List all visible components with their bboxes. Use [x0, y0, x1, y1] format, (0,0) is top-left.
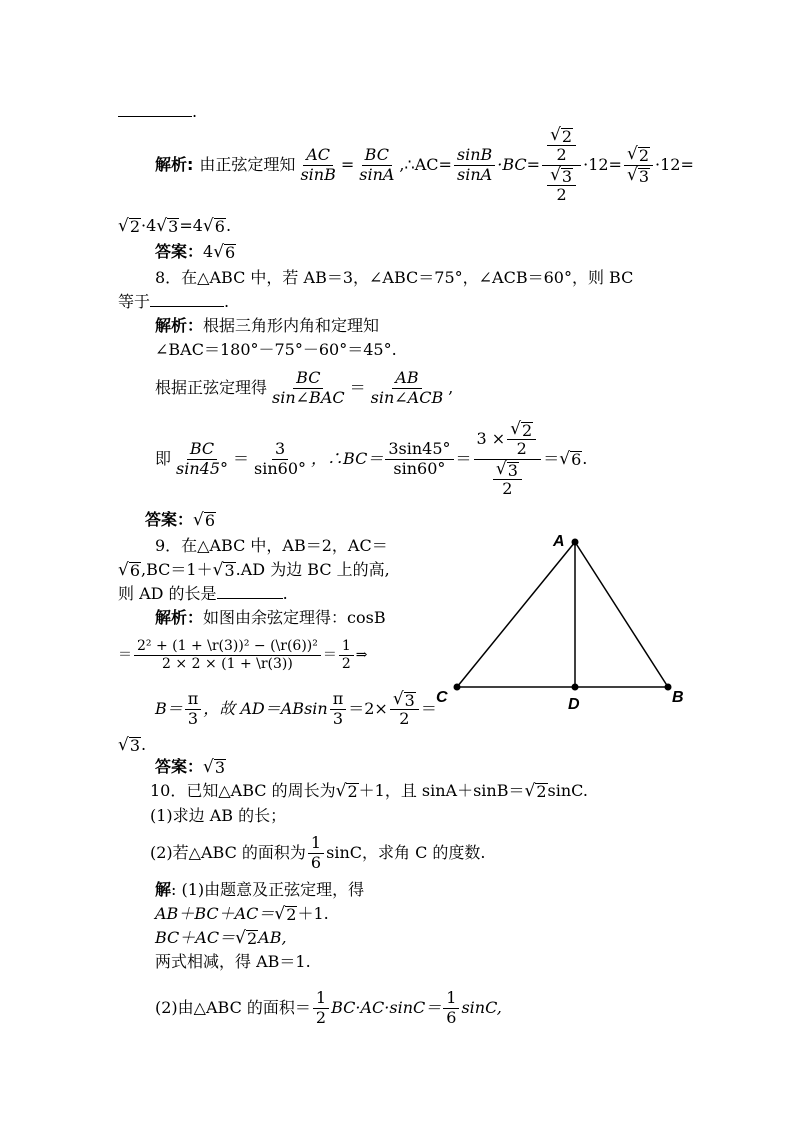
point-a: [572, 539, 579, 546]
item9-result: √ 3 .: [118, 735, 147, 755]
fraction-bc-sina: $\frac{BC}{\sin A}$: [359, 145, 395, 184]
item7-solution: 解析 : 由正弦定理知 $\frac{AC}{\sin B}$ = $\frac{BC}{\sin A}$ ,∴AC= $\frac{\sin B}{\sin A}$ ·BC= √ 2 2 √ 3 2 ·12= √ 2 √ 3 ·12=: [155, 124, 694, 205]
fraction-ac-sinb: $\frac{AC}{\sin B}$: [300, 145, 336, 184]
item8-solution-4: 即 $\frac{BC}{\sin 45^\circ}$ ＝ $\frac{3}{\sin 60^\circ}$ ，∴BC＝ $\frac{3\sin 45^\circ}{\sin 60^\circ}$ ＝ 3 × √ 2 2 √ 3 2 ＝ √ 6 .: [155, 418, 588, 499]
solution-intro: 由正弦定理知: [199, 155, 296, 174]
item9-solution-1: 解析：如图由余弦定理得：cosB: [155, 608, 386, 627]
label-d: D: [568, 696, 580, 713]
item9-solution-3: B＝ $\frac{\pi}{3}$ ，故 AD＝ABsin $\frac{\pi}{3}$ ＝2× √ 3 2 ＝: [155, 688, 437, 729]
item10-solution-2: AB＋BC＋AC＝ √ 2 ＋1.: [155, 904, 329, 924]
fraction-r2-r3: √ 2 √ 3: [624, 145, 653, 185]
point-d: [572, 684, 579, 691]
item8-solution-3: 根据正弦定理得 $\frac{BC}{\text{sin∠BAC}}$ ＝ $\frac{AB}{\text{sin∠ACB}}$ ,: [155, 368, 454, 407]
point-b: [665, 684, 672, 691]
fraction-sinb-sina: $\frac{\sin B}{\sin A}$: [454, 146, 495, 184]
item10-q1: (1)求边 AB 的长；: [150, 806, 287, 825]
label-a: A: [553, 533, 565, 550]
item10-solution-5: (2)由△ABC 的面积＝ $\frac{1}{2}$ BC·AC·sinC＝ $\frac{1}{6}$ sinC,: [155, 988, 502, 1027]
item9-question-2: √ 6 ,BC＝1＋ √ 3 .AD 为边 BC 上的高,: [118, 560, 390, 580]
item10-solution-3: BC＋AC＝ √ 2 AB,: [155, 928, 287, 948]
item8-solution-2: ∠BAC＝180°－75°－60°＝45°.: [155, 340, 397, 359]
label-b: B: [672, 689, 684, 706]
point-c: [454, 684, 461, 691]
compound-fraction: √ 2 2 √ 3 2: [542, 126, 581, 205]
item9-answer: 答案： √ 3: [155, 757, 226, 777]
edge-ab: [575, 542, 668, 687]
item8-answer: 答案： √ 6: [145, 510, 216, 530]
item8-question: 8．在△ABC 中，若 AB＝3，∠ABC＝75°，∠ACB＝60°，则 BC: [155, 268, 634, 287]
item10-solution-1: 解: (1)由题意及正弦定理，得: [155, 880, 365, 899]
solution-label: 解析: [155, 155, 188, 174]
item7-result-line: √ 2 ·4 √ 3 =4 √ 6 .: [118, 216, 232, 236]
item9-question-1: 9．在△ABC 中，AB＝2，AC＝: [155, 536, 388, 555]
item10-question: 10．已知△ABC 的周长为 √ 2 ＋1，且 sinA＋sinB＝ √ 2 sinC.: [150, 781, 588, 801]
item9-cosine-formula: ＝ $\frac{\text{2² + (1 + \textbackslash{}r(3))² − (\textbackslash{}r(6))²}}{2 \times 2 \times (1 + \backslash r(3))}$ ＝ $\frac{1}{2}$ ⇒: [118, 638, 368, 672]
edge-ac: [457, 542, 575, 687]
item8-question-line2: 等于 .: [118, 292, 230, 311]
previous-blank: .: [118, 102, 197, 122]
item7-answer: 答案：4 √ 6: [155, 242, 236, 262]
label-c: C: [436, 689, 448, 706]
item10-solution-4: 两式相减，得 AB＝1.: [155, 952, 311, 971]
item8-solution-1: 解析：根据三角形内角和定理知: [155, 316, 380, 335]
triangle-figure: [430, 528, 700, 718]
item9-question-3: 则 AD 的长是 .: [118, 584, 288, 603]
item10-q2: (2)若△ABC 的面积为 $\frac{1}{6}$ sinC，求角 C 的度数.: [150, 833, 486, 872]
